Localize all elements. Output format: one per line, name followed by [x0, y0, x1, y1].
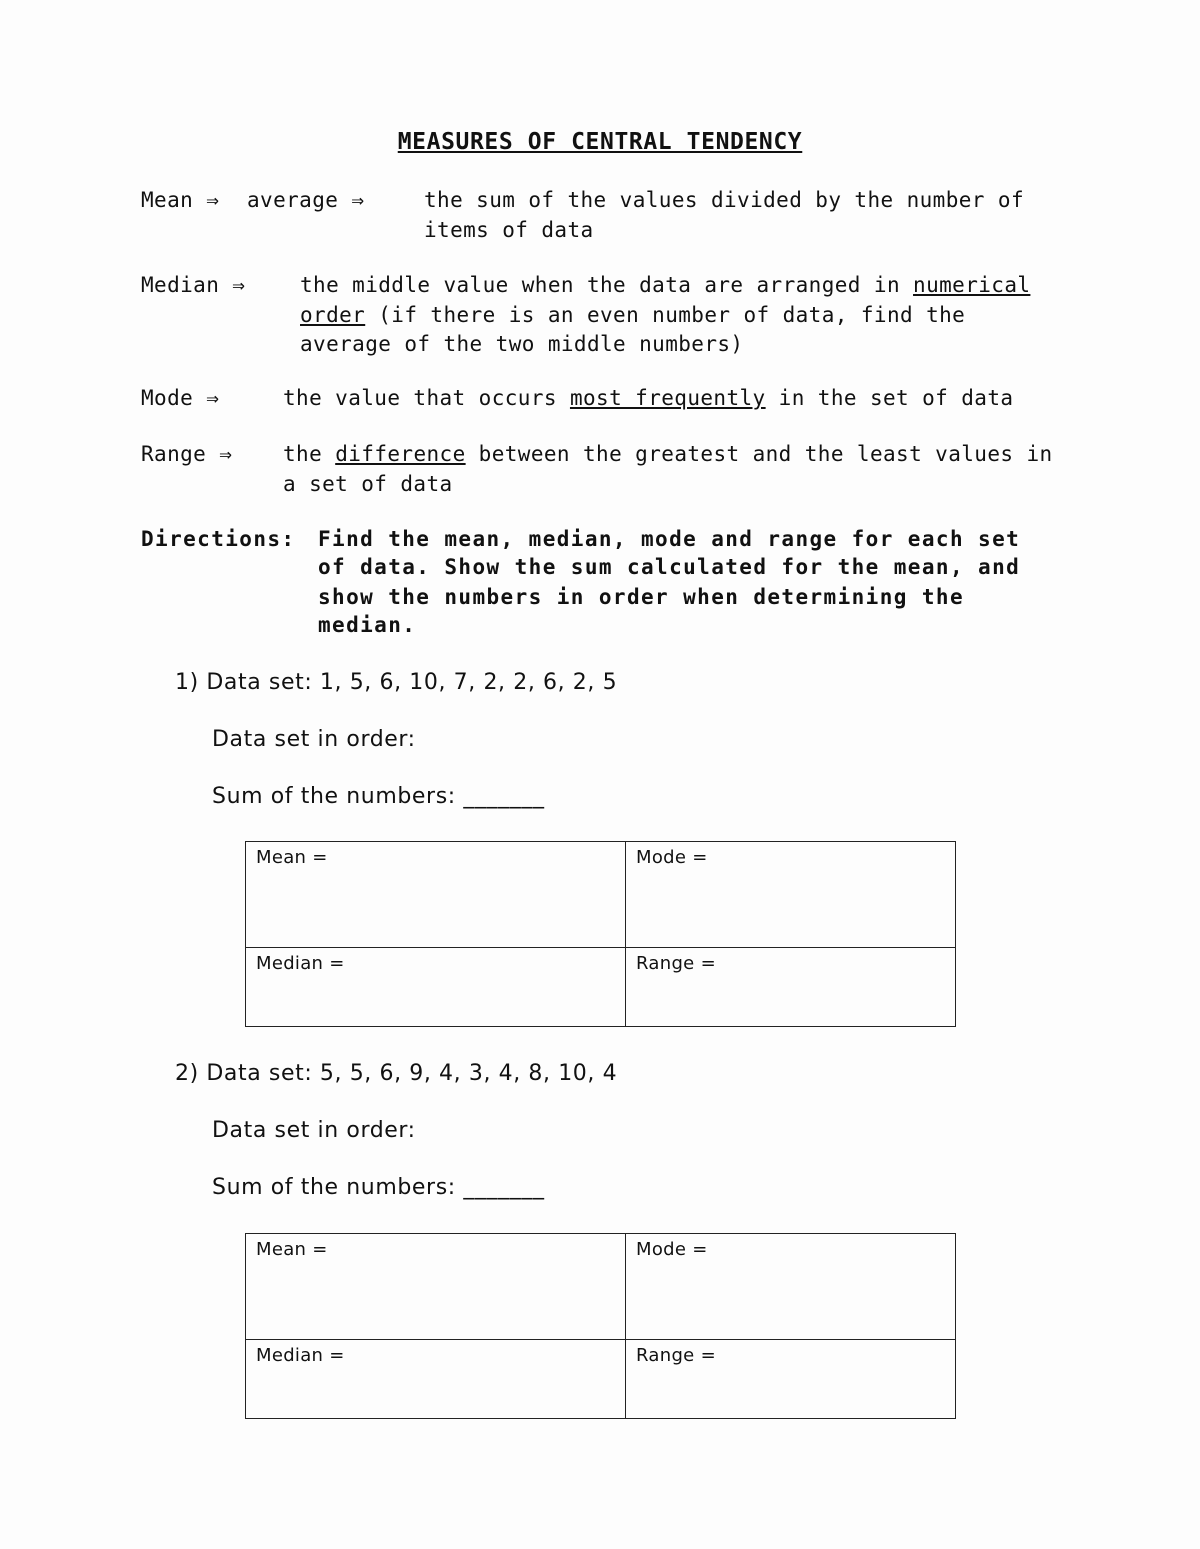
median-underlined-text: order — [300, 303, 366, 327]
problem-2-in-order: Data set in order: — [212, 1118, 416, 1143]
range-definition-line1 — [283, 442, 1053, 466]
problem-1-in-order: Data set in order: — [212, 727, 416, 752]
mode-term: Mode ⇒ — [141, 386, 220, 410]
mean-term: Mean ⇒ — [141, 188, 220, 212]
problem-2-data-set: 2) Data set: 5, 5, 6, 9, 4, 3, 4, 8, 10, 4 — [175, 1061, 618, 1086]
median-underlined-text: numerical — [913, 273, 1031, 297]
problem-2-answer-table — [245, 1233, 956, 1419]
problem-1-answer-table — [245, 841, 956, 1027]
mode-definition-line1 — [283, 386, 1013, 410]
directions-line3: show the numbers in order when determining the — [318, 585, 964, 609]
problem-1-sum: Sum of the numbers: _______ — [212, 784, 545, 809]
range-text: between the greatest and the least values in — [465, 442, 1053, 466]
median-definition-line2 — [300, 303, 965, 327]
median-definition-line3: average of the two middle numbers) — [300, 332, 744, 356]
mode-answer-cell[interactable]: Mode = — [626, 1234, 956, 1340]
median-text: the middle value when the data are arranged in — [300, 273, 914, 297]
median-answer-cell[interactable]: Median = — [246, 948, 626, 1027]
problem-1-data-set: 1) Data set: 1, 5, 6, 10, 7, 2, 2, 6, 2, 5 — [175, 670, 618, 695]
problem-2-sum: Sum of the numbers: _______ — [212, 1175, 545, 1200]
mean-definition-line2: items of data — [424, 218, 594, 242]
range-answer-cell[interactable]: Range = — [626, 948, 956, 1027]
page-title: MEASURES OF CENTRAL TENDENCY — [397, 129, 803, 155]
directions-line1: Find the mean, median, mode and range for each set — [318, 527, 1021, 551]
range-answer-cell[interactable]: Range = — [626, 1340, 956, 1419]
range-text: the — [283, 442, 336, 466]
directions-line4: median. — [318, 613, 417, 637]
mode-text: in the set of data — [765, 386, 1014, 410]
range-term: Range ⇒ — [141, 442, 233, 466]
mean-definition-line1: the sum of the values divided by the number of — [424, 188, 1024, 212]
mode-underlined-text: most frequently — [569, 386, 766, 410]
range-definition-line2: a set of data — [283, 472, 453, 496]
mode-text: the value that occurs — [283, 386, 570, 410]
median-text: (if there is an even number of data, find the — [365, 303, 966, 327]
directions-label: Directions: — [141, 527, 296, 551]
mean-synonym: average ⇒ — [247, 188, 365, 212]
range-underlined-text: difference — [335, 442, 466, 466]
mean-answer-cell[interactable]: Mean = — [246, 842, 626, 948]
median-definition-line1 — [300, 273, 1030, 297]
directions-line2: of data. Show the sum calculated for the mean, and — [318, 555, 1021, 579]
median-term: Median ⇒ — [141, 273, 246, 297]
mode-answer-cell[interactable]: Mode = — [626, 842, 956, 948]
mean-answer-cell[interactable]: Mean = — [246, 1234, 626, 1340]
median-answer-cell[interactable]: Median = — [246, 1340, 626, 1419]
